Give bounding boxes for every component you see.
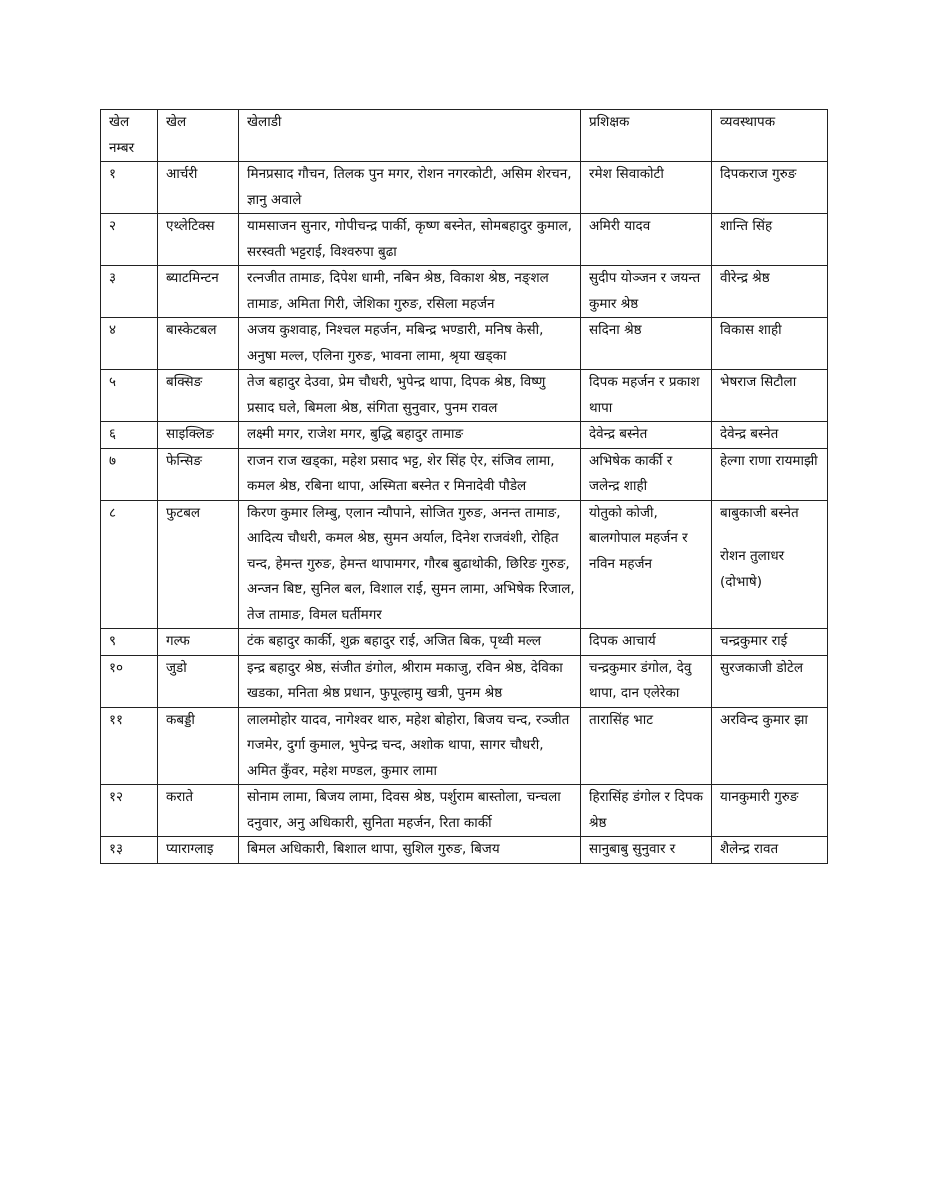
cell-number: ६ [101,422,158,449]
cell-coach: सुदीप योञ्जन र जयन्त कुमार श्रेष्ठ [581,266,712,318]
cell-coach: दिपक महर्जन र प्रकाश थापा [581,370,712,422]
table-row [101,422,828,449]
cell-manager: यानकुमारी गुरुङ [712,785,828,837]
cell-game: फुटबल [158,500,239,629]
cell-number: ११ [101,707,158,785]
table-row [101,837,828,864]
header-coach: प्रशिक्षक [581,110,712,162]
cell-game: कबड्डी [158,707,239,785]
document-page [100,109,827,864]
cell-manager: भेषराज सिटौला [712,370,828,422]
table-row [101,448,828,500]
cell-coach: योतुको कोजी, बालगोपाल महर्जन र नविन महर्जन [581,500,712,629]
table-row [101,500,828,629]
cell-players: मिनप्रसाद गौचन, तिलक पुन मगर, रोशन नगरकोटी, असिम शेरचन, ज्ञानु अवाले [239,162,581,214]
cell-coach: चन्द्रकुमार डंगोल, देवु थापा, दान एलेरेका [581,655,712,707]
cell-manager: शैलेन्द्र रावत [712,837,828,864]
cell-players: यामसाजन सुनार, गोपीचन्द्र पार्की, कृष्ण बस्नेत, सोमबहादुर कुमाल, सरस्वती भट्टराई, विश्वरुपा बुढा [239,214,581,266]
cell-game: साइक्लिङ [158,422,239,449]
cell-manager: चन्द्रकुमार राई [712,629,828,656]
cell-coach: अमिरी यादव [581,214,712,266]
table-row [101,318,828,370]
cell-players: सोनाम लामा, बिजय लामा, दिवस श्रेष्ठ, पर्शुराम बास्तोला, चन्चला दनुवार, अनु अधिकारी, सुनिता महर्जन, रिता कार्की [239,785,581,837]
header-manager: व्यवस्थापक [712,110,828,162]
header-game-number-line-2: नम्बर [109,139,135,156]
cell-number: ३ [101,266,158,318]
cell-number: ४ [101,318,158,370]
cell-coach: हिरासिंह डंगोल र दिपक श्रेष्ठ [581,785,712,837]
cell-players: किरण कुमार लिम्बु, एलान न्यौपाने, सोजित गुरुङ, अनन्त तामाङ, आदित्य चौधरी, कमल श्रेष्ठ, सुमन अर्याल, दिनेश राजवंशी, रोहित चन्द, हेमन्त गुरुङ, हेमन्त थापामगर, गौरब बुढाथोकी, छिरिङ गुरुङ, अन्जन बिष्ट, सुनिल बल, विशाल राई, सुमन लामा, अभिषेक रिजाल, तेज तामाङ, विमल घर्तीमगर [239,500,581,629]
cell-number: १२ [101,785,158,837]
cell-manager: देवेन्द्र बस्नेत [712,422,828,449]
cell-game: प्याराग्लाइ [158,837,239,864]
header-game: खेल [158,110,239,162]
cell-players: लक्ष्मी मगर, राजेश मगर, बुद्धि बहादुर तामाङ [239,422,581,449]
cell-game: कराते [158,785,239,837]
cell-players: तेज बहादुर देउवा, प्रेम चौधरी, भुपेन्द्र थापा, दिपक श्रेष्ठ, विष्णु प्रसाद घले, बिमला श्रेष्ठ, संगिता सुनुवार, पुनम रावल [239,370,581,422]
cell-game: आर्चरी [158,162,239,214]
cell-number: ९ [101,629,158,656]
cell-players: अजय कुशवाह, निश्चल महर्जन, मबिन्द्र भण्डारी, मनिष केसी, अनुषा मल्ल, एलिना गुरुङ, भावना लामा, श्रृया खड्का [239,318,581,370]
table-row [101,707,828,785]
cell-number: २ [101,214,158,266]
cell-game: गल्फ [158,629,239,656]
cell-manager: हेल्गा राणा रायमाझी [712,448,828,500]
cell-manager: सुरजकाजी डोटेल [712,655,828,707]
table-row [101,785,828,837]
table-header-row [101,110,828,162]
cell-number: १ [101,162,158,214]
cell-coach: सानुबाबु सुनुवार र [581,837,712,864]
table-row [101,629,828,656]
header-players: खेलाडी [239,110,581,162]
cell-game: एथ्लेटिक्स [158,214,239,266]
header-game-number [101,110,158,162]
cell-manager: वीरेन्द्र श्रेष्ठ [712,266,828,318]
cell-players: रत्नजीत तामाङ, दिपेश धामी, नबिन श्रेष्ठ, विकाश श्रेष्ठ, नङ्शल तामाङ, अमिता गिरी, जेशिका गुरुङ, रसिला महर्जन [239,266,581,318]
cell-coach: तारासिंह भाट [581,707,712,785]
cell-manager: अरविन्द कुमार झा [712,707,828,785]
cell-number: १३ [101,837,158,864]
cell-coach: अभिषेक कार्की र जलेन्द्र शाही [581,448,712,500]
cell-players: लालमोहोर यादव, नागेश्वर थारु, महेश बोहोरा, बिजय चन्द, रञ्जीत गजमेर, दुर्गा कुमाल, भुपेन्द्र चन्द, अशोक थापा, सागर चौधरी, अमित कुँवर, महेश मण्डल, कुमार लामा [239,707,581,785]
cell-number: ८ [101,500,158,629]
cell-coach: सदिना श्रेष्ठ [581,318,712,370]
cell-players: राजन राज खड्का, महेश प्रसाद भट्ट, शेर सिंह ऐर, संजिव लामा, कमल श्रेष्ठ, रबिना थापा, अस्मिता बस्नेत र मिनादेवी पौडेल [239,448,581,500]
cell-game: जुडो [158,655,239,707]
cell-manager: शान्ति सिंह [712,214,828,266]
cell-manager: विकास शाही [712,318,828,370]
cell-game: ब्याटमिन्टन [158,266,239,318]
table-row [101,655,828,707]
cell-coach: रमेश सिवाकोटी [581,162,712,214]
cell-manager: दिपकराज गुरुङ [712,162,828,214]
cell-number: ५ [101,370,158,422]
table-row [101,214,828,266]
cell-players: बिमल अधिकारी, बिशाल थापा, सुशिल गुरुङ, बिजय [239,837,581,864]
cell-coach: देवेन्द्र बस्नेत [581,422,712,449]
cell-game: बास्केटबल [158,318,239,370]
cell-game: फेन्सिङ [158,448,239,500]
cell-players: टंक बहादुर कार्की, शुक्र बहादुर राई, अजित बिक, पृथ्वी मल्ल [239,629,581,656]
sports-roster-table [100,109,828,864]
cell-coach: दिपक आचार्य [581,629,712,656]
cell-game: बक्सिङ [158,370,239,422]
manager-line-2: रोशन तुलाधर (दोभाषे) [720,548,785,590]
cell-number: १० [101,655,158,707]
table-row [101,370,828,422]
header-game-number-line-1: खेल [109,114,130,130]
manager-line-1: बाबुकाजी बस्नेत [720,504,799,521]
cell-manager [712,500,828,629]
table-row [101,162,828,214]
table-row [101,266,828,318]
cell-number: ७ [101,448,158,500]
cell-players: इन्द्र बहादुर श्रेष्ठ, संजीत डंगोल, श्रीराम मकाजु, रविन श्रेष्ठ, देविका खडका, मनिता श्रेष्ठ प्रधान, फुपूल्हामु खत्री, पुनम श्रेष्ठ [239,655,581,707]
